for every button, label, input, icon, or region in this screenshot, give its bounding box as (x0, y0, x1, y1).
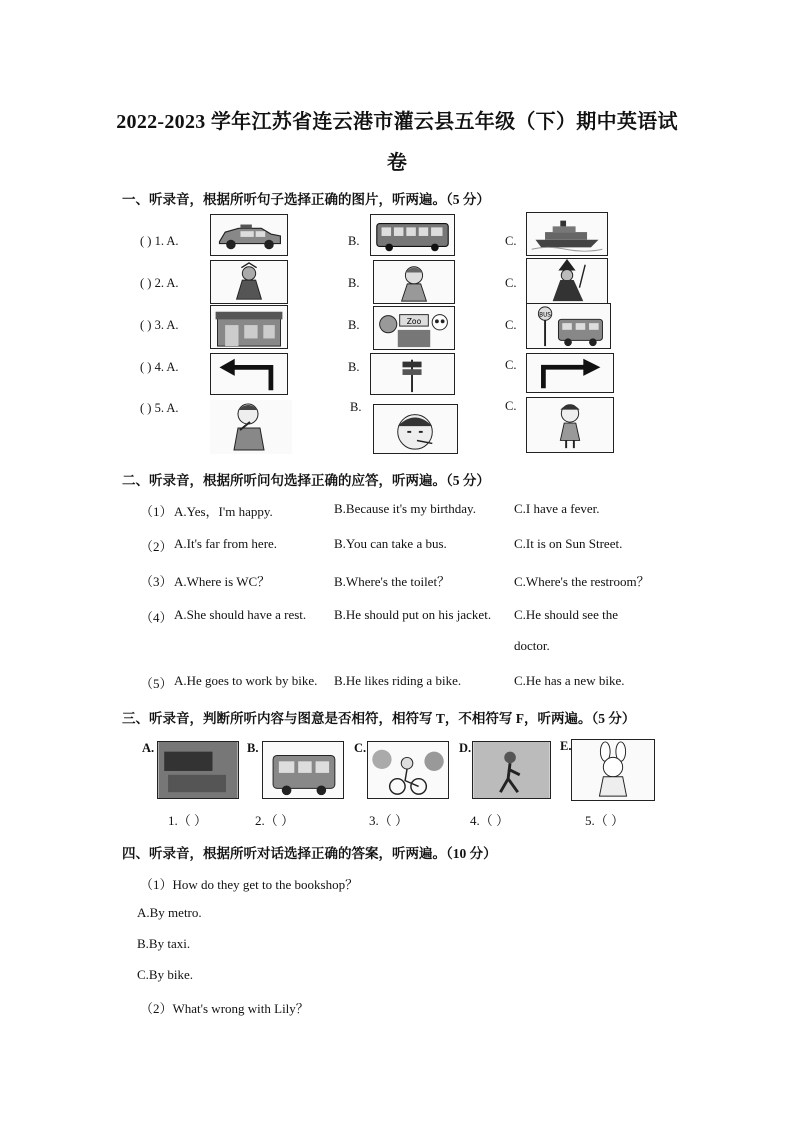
walking-man-icon (472, 741, 551, 799)
option-b: B.Because it's my birthday. (334, 501, 476, 516)
option-c: C.It is on Sun Street. (514, 536, 623, 551)
option-b: B.Where's the toilet？ (334, 574, 451, 589)
option-a: A.It's far from here. (174, 536, 278, 551)
option-b: B.By taxi. (137, 936, 191, 951)
girl-icon (526, 397, 614, 453)
option-b-label: B. (348, 360, 360, 374)
page-title-continued: 卷 (386, 152, 408, 174)
answer-blank-3[interactable]: 3.（ ） (369, 813, 409, 828)
section-3-heading: 三、听录音，判断所听内容与图意是否相符，相符写 T，不相符写 F，听两遍。（5 分） (122, 711, 636, 726)
option-a: A.Where is WC？ (174, 574, 271, 589)
question-label: ( ) 3. A. (140, 318, 179, 332)
answer-blank-2[interactable]: 2.（ ） (255, 813, 295, 828)
answer-blank-4[interactable]: 4.（ ） (470, 813, 510, 828)
option-b-label: B. (348, 276, 360, 290)
option-c-continued: doctor. (514, 638, 550, 653)
picture-label-b: B. (247, 741, 259, 755)
option-c: C.He should see the (514, 607, 618, 622)
svg-text:Zoo: Zoo (406, 317, 422, 327)
question-2: （2）What's wrong with Lily？ (140, 1001, 309, 1016)
option-b-label: B. (348, 234, 360, 248)
option-b-label: B. (350, 400, 362, 414)
zoo-icon (373, 306, 455, 350)
question-label: ( ) 4. A. (140, 360, 179, 374)
option-b-label: B. (348, 318, 360, 332)
section-2-heading: 二、听录音，根据所听问句选择正确的应答，听两遍。（5 分） (122, 473, 490, 488)
crying-boy-icon (210, 400, 292, 454)
option-c-label: C. (505, 318, 517, 332)
page-title: 2022-2023 学年江苏省连云港市灌云县五年级（下）期中英语试 (116, 111, 678, 133)
option-a: A.He goes to work by bike. (174, 673, 318, 688)
item-number: （3） (140, 574, 173, 589)
option-c-label: C. (505, 276, 517, 290)
item-number: （1） (140, 504, 173, 519)
turn-right-arrow-icon (526, 353, 614, 393)
option-a: A.She should have a rest. (174, 607, 307, 622)
ship-icon (526, 212, 608, 256)
option-c-label: C. (505, 234, 517, 248)
option-c-label: C. (505, 358, 517, 372)
item-number: （2） (140, 539, 173, 554)
option-c: C.He has a new bike. (514, 673, 625, 688)
question-label: ( ) 1. A. (140, 234, 179, 248)
bunny-icon (571, 739, 655, 801)
picture-label-a: A. (142, 741, 155, 755)
question-label: ( ) 5. A. (140, 401, 179, 415)
question-label: ( ) 2. A. (140, 276, 179, 290)
svg-text:BUS: BUS (539, 312, 551, 319)
option-c: C.Where's the restroom？ (514, 574, 650, 589)
signpost-icon (370, 353, 455, 395)
question-1: （1）How do they get to the bookshop？ (140, 877, 359, 892)
answer-blank-5[interactable]: 5.（ ） (585, 813, 625, 828)
bike-rider-icon (367, 741, 449, 799)
witch-icon (526, 258, 608, 304)
picture-label-d: D. (459, 741, 472, 755)
answer-blank-1[interactable]: 1.（ ） (168, 813, 208, 828)
boy-doll-icon (373, 260, 455, 304)
option-b: B.You can take a bus. (334, 536, 447, 551)
option-c: C.By bike. (137, 967, 193, 982)
option-b: B.He likes riding a bike. (334, 673, 462, 688)
picture-label-e: E. (560, 739, 572, 753)
turn-left-arrow-icon (210, 353, 288, 395)
picture-label-c: C. (354, 741, 367, 755)
option-b: B.He should put on his jacket. (334, 607, 492, 622)
section-4-heading: 四、听录音，根据所听对话选择正确的答案，听两遍。（10 分） (122, 846, 497, 861)
girl-doll-icon (210, 260, 288, 304)
bus-scene-icon (262, 741, 344, 799)
sick-face-icon (373, 404, 458, 454)
station-icon (210, 305, 288, 349)
item-number: （5） (140, 676, 173, 691)
bus-icon (370, 214, 455, 256)
option-a: A.Yes，I'm happy. (174, 504, 273, 519)
option-c-label: C. (505, 399, 517, 413)
street-sign-icon (157, 741, 239, 799)
bus-stop-icon (526, 303, 611, 349)
section-1-heading: 一、听录音，根据所听句子选择正确的图片，听两遍。（5 分） (122, 192, 490, 207)
option-c: C.I have a fever. (514, 501, 600, 516)
item-number: （4） (140, 610, 173, 625)
option-a: A.By metro. (137, 905, 202, 920)
car-icon (210, 214, 288, 256)
